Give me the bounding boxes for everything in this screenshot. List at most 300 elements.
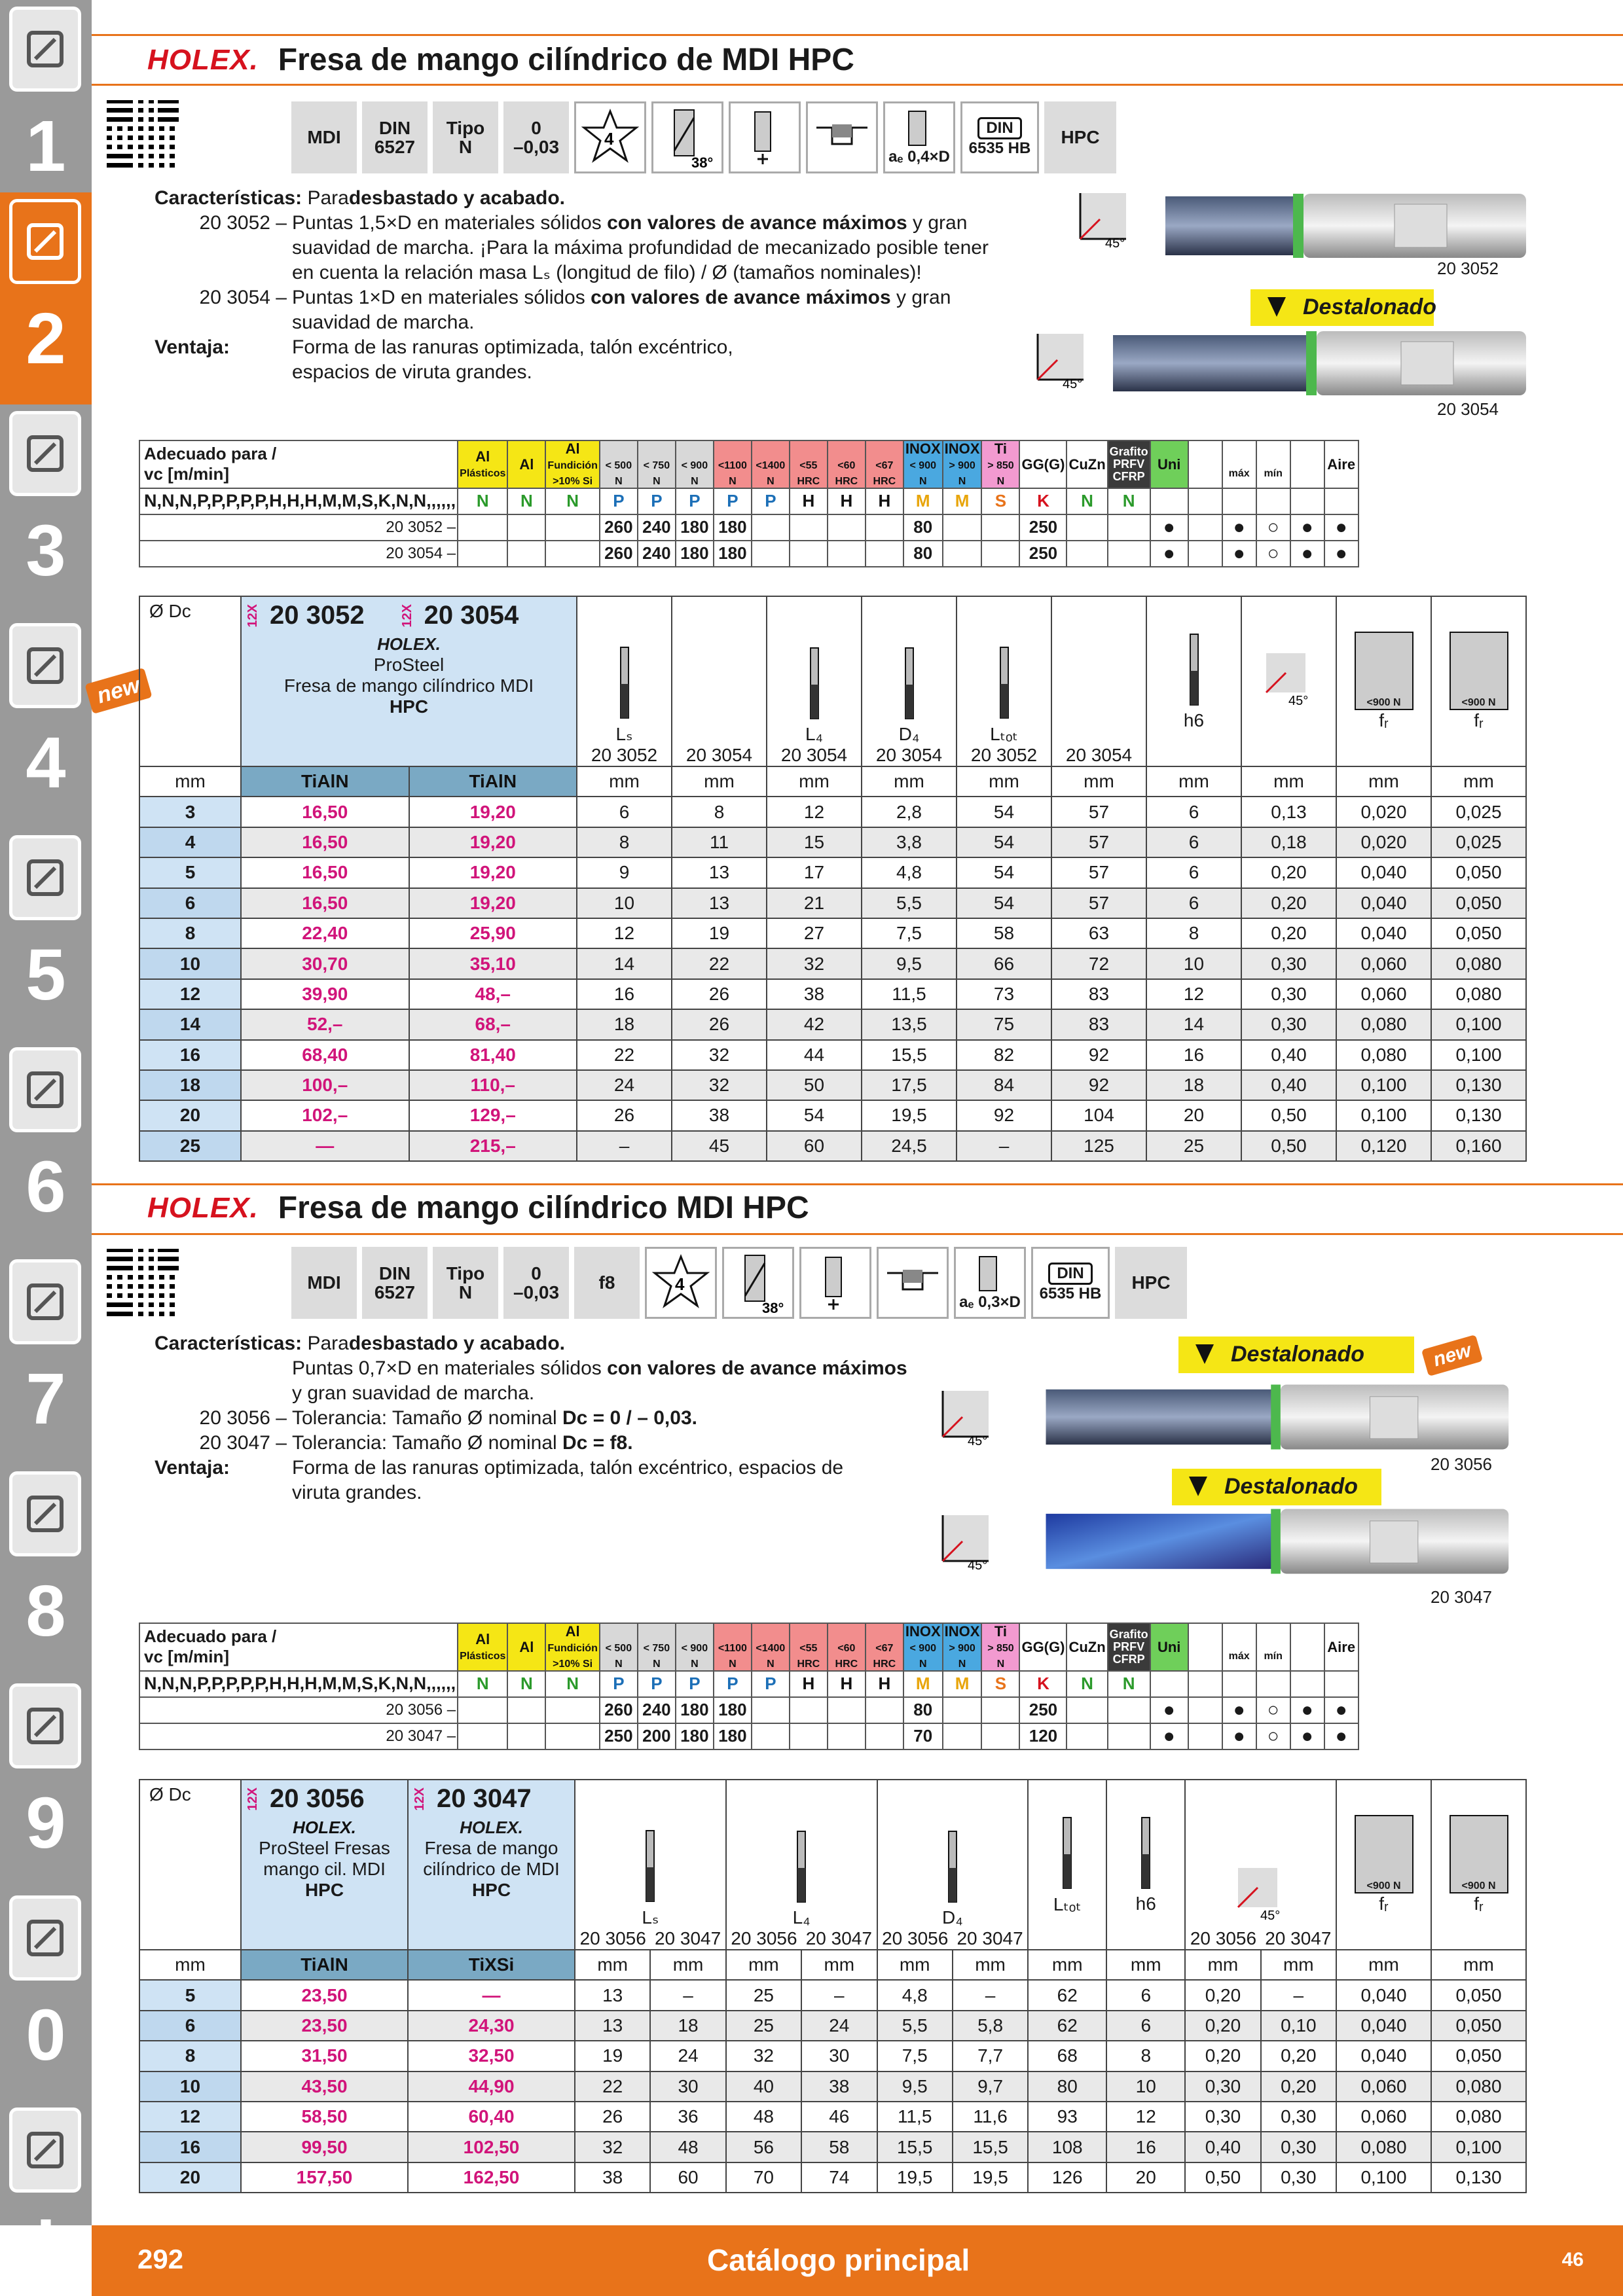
cutting-speed-cell: 80 <box>903 514 943 541</box>
table-cell: 0,080 <box>1336 2132 1431 2162</box>
table-cell: 129,– <box>409 1100 577 1130</box>
chapter-tab-3[interactable] <box>0 404 92 617</box>
neck-length-icon: L₄ <box>727 1829 877 1928</box>
cutting-speed-cell <box>790 1723 828 1749</box>
table-cell: 25 <box>726 2011 801 2041</box>
table-cell: 0,080 <box>1336 1040 1431 1070</box>
table-cell: 48,– <box>409 979 577 1009</box>
table-row <box>139 979 1526 1009</box>
cutting-speed-cell: ● <box>1150 1723 1188 1749</box>
table-cell: 18 <box>1146 1070 1241 1100</box>
coating-a: TiAlN <box>241 1950 408 1980</box>
suitability-header: Adecuado para / vᴄ [m/min] <box>139 1623 458 1671</box>
table-cell: 6 <box>1106 1980 1185 2010</box>
iso-code: M <box>903 1671 943 1697</box>
table-cell: 0,130 <box>1431 1070 1526 1100</box>
material-group-header: < 750 N <box>638 440 676 488</box>
product-header: 12X 20 3052 12X 20 3054 HOLEX. ProSteel Fresa de mango cilíndrico MDI HPC <box>241 596 577 766</box>
iso-code: M <box>903 488 943 514</box>
cutting-speed-cell: ● <box>1150 514 1188 541</box>
table-cell: 62 <box>1028 2011 1106 2041</box>
table-cell: 10 <box>139 2072 241 2102</box>
material-group-header: INOX > 900 N <box>943 440 982 488</box>
material-group-header: <60 HRC <box>828 440 866 488</box>
table-cell: 32 <box>575 2132 650 2162</box>
table-cell: – <box>801 1980 877 2010</box>
end-mill-image <box>1165 190 1532 262</box>
cutting-length-icon: Lₛ <box>577 645 671 745</box>
table-cell: 74 <box>801 2162 877 2193</box>
table-cell: 0,060 <box>1336 948 1431 978</box>
qr-code[interactable] <box>105 98 181 174</box>
holex-logo: HOLEX. <box>147 1191 259 1224</box>
table-cell: 104 <box>1051 1100 1146 1130</box>
table-cell: 0,040 <box>1336 918 1431 948</box>
table-cell: 4,8 <box>877 1980 953 2010</box>
table-cell: 54 <box>957 827 1051 857</box>
chapter-tab-6[interactable] <box>0 1041 92 1253</box>
suitability-table <box>139 440 1359 567</box>
material-group-header: INOX > 900 N <box>943 1623 982 1671</box>
chapter-tab-4[interactable] <box>0 617 92 829</box>
table-cell: 16 <box>577 979 672 1009</box>
iso-code: P <box>676 1671 714 1697</box>
table-cell: 19,5 <box>877 2162 953 2193</box>
end-mill-image <box>1025 1381 1535 1453</box>
table-cell: 35,10 <box>409 948 577 978</box>
table-cell: 19,20 <box>409 888 577 918</box>
table-cell: 15 <box>767 827 862 857</box>
iso-code <box>1290 1671 1324 1697</box>
table-cell: 0,080 <box>1431 948 1526 978</box>
table-cell: 22 <box>575 2072 650 2102</box>
table-cell: 0,100 <box>1431 1009 1526 1039</box>
table-cell: 4,8 <box>862 857 957 888</box>
table-cell: 60,40 <box>408 2102 575 2132</box>
spec-box: 0 –0,03 <box>503 1247 569 1319</box>
chapter-tab-9[interactable] <box>0 1677 92 1889</box>
table-cell: 19 <box>672 918 767 948</box>
table-cell: 5,5 <box>862 888 957 918</box>
table-cell: 24,30 <box>408 2011 575 2041</box>
shank-icon: h6 <box>1147 632 1241 731</box>
iso-code: P <box>714 1671 752 1697</box>
l4-header: L₄ 20 3056 20 3047 <box>726 1780 877 1950</box>
table-row <box>139 1070 1526 1100</box>
table-cell: 45 <box>672 1131 767 1161</box>
svg-text:4: 4 <box>675 1274 685 1294</box>
material-group-header: <67 HRC <box>866 440 903 488</box>
cutting-speed-cell: ● <box>1324 1723 1359 1749</box>
spec-box: 0 –0,03 <box>503 101 569 173</box>
table-cell: – <box>650 1980 725 2010</box>
table-cell: 14 <box>139 1009 241 1039</box>
section1-title: HOLEX. Fresa de mango cilíndrico de MDI HPC <box>147 43 854 77</box>
chapter-tab-0[interactable] <box>0 1889 92 2101</box>
diameter-header: Ø Dᴄ <box>139 1780 241 1950</box>
cutting-speed-cell <box>458 1723 507 1749</box>
table-cell: 22 <box>577 1040 672 1070</box>
cutting-speed-cell: 250 <box>1019 514 1067 541</box>
table-row <box>139 2041 1526 2071</box>
table-row <box>139 2072 1526 2102</box>
iso-code: P <box>600 488 638 514</box>
material-group-header: < 900 N <box>676 440 714 488</box>
iso-code: N <box>1108 488 1150 514</box>
article-code: 20 3047 <box>1431 1587 1492 1607</box>
table-cell: 0,20 <box>1241 857 1336 888</box>
table-cell: 0,100 <box>1336 2162 1431 2193</box>
table-cell: 10 <box>1146 948 1241 978</box>
info-icon <box>9 2108 81 2193</box>
table-cell: 125 <box>1051 1131 1146 1161</box>
svg-text:45°: 45° <box>1063 377 1083 389</box>
iso-code: P <box>638 488 676 514</box>
table-cell: 66 <box>957 948 1051 978</box>
unit-label: mm <box>650 1950 725 1980</box>
table-cell: 92 <box>1051 1070 1146 1100</box>
page-footer <box>92 2225 1623 2296</box>
article-code: 20 3056 – <box>139 1697 458 1723</box>
material-group-header: Grafito PRFV CFRP <box>1108 440 1150 488</box>
chapter-tab-1[interactable] <box>0 0 92 212</box>
table-cell: 57 <box>1051 888 1146 918</box>
cutting-speed-cell: 240 <box>638 541 676 567</box>
table-cell: 13 <box>575 1980 650 2010</box>
table-cell: 16 <box>139 1040 241 1070</box>
table-cell: 40 <box>726 2072 801 2102</box>
table-cell: 13,5 <box>862 1009 957 1039</box>
table-cell: 4 <box>139 827 241 857</box>
end-mill-image <box>1025 1505 1535 1577</box>
table-cell: 9,5 <box>862 948 957 978</box>
cutting-speed-cell <box>1108 541 1150 567</box>
iso-code <box>1188 1671 1222 1697</box>
hpc-box: HPC <box>1115 1247 1187 1319</box>
table-cell: 0,30 <box>1241 979 1336 1009</box>
table-cell: 19 <box>575 2041 650 2071</box>
table-cell: 12 <box>767 797 862 827</box>
cutting-speed-cell <box>981 1723 1019 1749</box>
spec-box: DIN 6527 <box>362 101 428 173</box>
cutting-speed-cell <box>866 1723 903 1749</box>
svg-text:45°: 45° <box>1105 236 1125 249</box>
angle-45-icon <box>1031 331 1090 389</box>
iso-code <box>1222 488 1256 514</box>
cutting-speed-cell <box>752 1723 790 1749</box>
cutting-speed-cell <box>828 1697 866 1723</box>
table-cell: 102,– <box>241 1100 409 1130</box>
cutting-speed-cell: 180 <box>714 1697 752 1723</box>
unit-label: mm <box>953 1950 1028 1980</box>
svg-text:4: 4 <box>604 129 614 149</box>
dimensions-table <box>139 1779 1527 2193</box>
table-cell: 23,50 <box>241 2011 408 2041</box>
neck-diameter-icon: D₄ <box>878 1829 1028 1928</box>
table-cell: 0,100 <box>1336 1070 1431 1100</box>
article-code: 20 3052 <box>1437 259 1499 278</box>
l4-header: L₄ 20 3054 <box>767 596 862 766</box>
table-cell: 30 <box>801 2041 877 2071</box>
h6-header <box>1146 596 1241 766</box>
table-cell: 18 <box>577 1009 672 1039</box>
cutting-speed-cell <box>545 541 599 567</box>
table-row <box>139 1100 1526 1130</box>
table-cell: 26 <box>672 979 767 1009</box>
chapter-number: 6 <box>26 1147 66 1227</box>
table-cell: 21 <box>767 888 862 918</box>
table-cell: 19,20 <box>409 857 577 888</box>
table-cell: 10 <box>1106 2072 1185 2102</box>
table-cell: 0,050 <box>1431 1980 1526 2010</box>
new-flag: new <box>84 668 152 714</box>
cutting-speed-cell <box>507 514 545 541</box>
angle-45-icon <box>1231 1865 1290 1924</box>
table-cell: 8 <box>139 918 241 948</box>
table-cell: 0,20 <box>1185 2011 1260 2041</box>
table-cell: 0,100 <box>1336 1100 1431 1130</box>
table-cell: 18 <box>139 1070 241 1100</box>
table-cell: 0,025 <box>1431 827 1526 857</box>
table-cell: 24 <box>801 2011 877 2041</box>
table-cell: 60 <box>650 2162 725 2193</box>
table-cell: 83 <box>1051 1009 1146 1039</box>
cutting-speed-cell <box>1067 1723 1107 1749</box>
product-header-b: 12X 20 3047 HOLEX. Fresa de mango cilíndrico de MDI HPC <box>408 1780 575 1950</box>
iso-code: N <box>1108 1671 1150 1697</box>
table-row <box>139 827 1526 857</box>
table-cell: 20 <box>139 2162 241 2193</box>
h6-header <box>1106 1780 1185 1950</box>
destalonado-label: Destalonado <box>1178 1336 1414 1373</box>
table-cell: 0,100 <box>1431 1040 1526 1070</box>
table-cell: 9 <box>577 857 672 888</box>
table-cell: 19,20 <box>409 797 577 827</box>
table-cell: 75 <box>957 1009 1051 1039</box>
table-cell: 25,90 <box>409 918 577 948</box>
table-cell: 38 <box>672 1100 767 1130</box>
chapter-tab-2[interactable] <box>0 192 92 404</box>
destalonado-label: Destalonado <box>1250 289 1434 326</box>
table-cell: 11,5 <box>862 979 957 1009</box>
material-group-header: < 900 N <box>676 1623 714 1671</box>
table-cell: 70 <box>726 2162 801 2193</box>
table-cell: 42 <box>767 1009 862 1039</box>
table-cell: 32 <box>672 1070 767 1100</box>
table-row <box>139 1980 1526 2010</box>
chapter-tab-i[interactable] <box>0 2101 92 2296</box>
table-cell: 0,020 <box>1336 797 1431 827</box>
unit-label: mm <box>1106 1950 1185 1980</box>
material-group-header: <1400 N <box>752 1623 790 1671</box>
table-cell: 43,50 <box>241 2072 408 2102</box>
chapter-tab-8[interactable] <box>0 1465 92 1677</box>
material-group-header: < 750 N <box>638 1623 676 1671</box>
section-divider <box>92 1183 1623 1185</box>
chapter-number: 8 <box>26 1571 66 1651</box>
cutting-speed-cell <box>545 514 599 541</box>
table-cell: 16 <box>1106 2132 1185 2162</box>
material-group-header: <60 HRC <box>828 1623 866 1671</box>
cutting-speed-cell: ○ <box>1256 514 1290 541</box>
iso-code: H <box>790 488 828 514</box>
table-cell: 13 <box>575 2011 650 2041</box>
destalonado-label: Destalonado <box>1172 1469 1381 1505</box>
cutting-speed-cell <box>981 514 1019 541</box>
chapter-tab-5[interactable] <box>0 829 92 1041</box>
iso-code: N <box>458 1671 507 1697</box>
slot-milling-icon <box>806 101 878 173</box>
table-row <box>139 2011 1526 2041</box>
cutting-speed-cell <box>943 1723 982 1749</box>
table-cell: 6 <box>1106 2011 1185 2041</box>
table-cell: 12 <box>1146 979 1241 1009</box>
section-divider <box>92 84 1623 86</box>
table-cell: 5,8 <box>953 2011 1028 2041</box>
iso-code <box>1324 488 1359 514</box>
table-cell: – <box>953 1980 1028 2010</box>
spec-box: MDI <box>291 1247 357 1319</box>
material-group-header: <55 HRC <box>790 1623 828 1671</box>
table-cell: 0,13 <box>1241 797 1336 827</box>
iso-code: P <box>752 1671 790 1697</box>
table-cell: 15,5 <box>953 2132 1028 2162</box>
iso-code: S <box>981 1671 1019 1697</box>
cutting-speed-cell <box>545 1697 599 1723</box>
end-mill-image <box>1113 327 1532 399</box>
table-cell: — <box>408 1980 575 2010</box>
table-cell: 0,130 <box>1431 1100 1526 1130</box>
table-cell: 0,30 <box>1185 2102 1260 2132</box>
ls-header: Lₛ 20 3056 20 3047 <box>575 1780 726 1950</box>
cutting-speed-cell: 120 <box>1019 1723 1067 1749</box>
table-cell: 6 <box>139 2011 241 2041</box>
cutting-speed-cell <box>1108 1723 1150 1749</box>
unit-label: mm <box>801 1950 877 1980</box>
table-cell: 17,5 <box>862 1070 957 1100</box>
chapter-number: i <box>35 2207 56 2287</box>
material-group-header: <1100 N <box>714 1623 752 1671</box>
material-group-header: Uni <box>1150 440 1188 488</box>
table-cell: 16,50 <box>241 797 409 827</box>
table-cell: 26 <box>577 1100 672 1130</box>
cutting-speed-cell <box>458 1697 507 1723</box>
cutting-speed-cell: 260 <box>600 1697 638 1723</box>
product-header-a: 12X 20 3056 HOLEX. ProSteel Fresas mango cil. MDI HPC <box>241 1780 408 1950</box>
table-cell: 54 <box>957 857 1051 888</box>
table-cell: 8 <box>1146 918 1241 948</box>
table-cell: 22 <box>672 948 767 978</box>
table-cell: 0,10 <box>1261 2011 1336 2041</box>
unit-label: mm <box>1431 766 1526 797</box>
property-icon-bar <box>291 1247 1187 1319</box>
table-cell: 12 <box>577 918 672 948</box>
table-cell: 11,5 <box>877 2102 953 2132</box>
iso-code: H <box>866 488 903 514</box>
dimensions-table <box>139 596 1527 1162</box>
table-cell: 57 <box>1051 827 1146 857</box>
svg-text:45°: 45° <box>968 1558 988 1571</box>
material-group-header: mín <box>1256 440 1290 488</box>
ls-header-b: 20 3054 <box>672 596 767 766</box>
table-cell: 16,50 <box>241 857 409 888</box>
table-cell: 2,8 <box>862 797 957 827</box>
table-row <box>139 1131 1526 1161</box>
table-cell: 38 <box>801 2072 877 2102</box>
suitability-header: Adecuado para / vᴄ [m/min] <box>139 440 458 488</box>
coating-b: TiXSi <box>408 1950 575 1980</box>
cutting-speed-cell <box>790 1697 828 1723</box>
cutting-speed-cell: ● <box>1150 541 1188 567</box>
table-cell: 7,5 <box>877 2041 953 2071</box>
cabinet-icon <box>9 1683 81 1768</box>
table-cell: 15,5 <box>877 2132 953 2162</box>
table-cell: 0,080 <box>1431 979 1526 1009</box>
table-cell: 0,30 <box>1261 2162 1336 2193</box>
unit-label: mm <box>1051 766 1146 797</box>
table-cell: 54 <box>767 1100 862 1130</box>
cutting-speed-cell: 70 <box>903 1723 943 1749</box>
coating-b: TiAlN <box>409 766 577 797</box>
cutting-speed-cell: ● <box>1324 514 1359 541</box>
cutting-speed-cell <box>458 514 507 541</box>
table-cell: 108 <box>1028 2132 1106 2162</box>
cutting-speed-cell <box>943 1697 982 1723</box>
table-cell: 6 <box>1146 888 1241 918</box>
iso-code: P <box>600 1671 638 1697</box>
table-cell: 12 <box>1106 2102 1185 2132</box>
material-group-header: <67 HRC <box>866 1623 903 1671</box>
chapter-number: 9 <box>26 1783 66 1863</box>
table-cell: 0,50 <box>1185 2162 1260 2193</box>
unit-label: mm <box>1431 1950 1526 1980</box>
iso-code: P <box>714 488 752 514</box>
iso-code: P <box>752 488 790 514</box>
chapter-tab-7[interactable] <box>0 1253 92 1465</box>
iso-code <box>1256 488 1290 514</box>
material-group-header: Al Plásticos <box>458 440 507 488</box>
unit-label: mm <box>575 1950 650 1980</box>
cutting-speed-cell: 180 <box>676 1723 714 1749</box>
chapter-number: 3 <box>26 511 66 591</box>
section-divider <box>92 34 1623 36</box>
cutting-speed-cell: ● <box>1290 541 1324 567</box>
table-cell: 50 <box>767 1070 862 1100</box>
cutting-speed-cell: 80 <box>903 1697 943 1723</box>
table-cell: 20 <box>1146 1100 1241 1130</box>
plunge-icon <box>799 1247 871 1319</box>
cutting-speed-cell: ● <box>1290 1723 1324 1749</box>
din-standard-icon: DIN 6535 HB <box>960 101 1039 173</box>
table-cell: 9,5 <box>877 2072 953 2102</box>
table-cell: 30 <box>650 2072 725 2102</box>
total-length-icon: Lₜₒₜ <box>1029 1815 1106 1915</box>
table-cell: 14 <box>577 948 672 978</box>
material-group-header: Al Fundición >10% Si <box>545 440 599 488</box>
table-cell: 0,20 <box>1241 888 1336 918</box>
helix-angle-icon <box>722 1247 794 1319</box>
iso-code <box>1150 488 1188 514</box>
table-cell: 0,040 <box>1336 1980 1431 2010</box>
table-cell: 0,30 <box>1261 2132 1336 2162</box>
caliper-icon <box>9 623 81 708</box>
cutting-speed-cell <box>1108 514 1150 541</box>
cutting-speed-cell <box>790 541 828 567</box>
page-number: 292 <box>137 2244 184 2274</box>
qr-code[interactable] <box>105 1247 181 1323</box>
unit-label: mm <box>726 1950 801 1980</box>
table-cell: 102,50 <box>408 2132 575 2162</box>
